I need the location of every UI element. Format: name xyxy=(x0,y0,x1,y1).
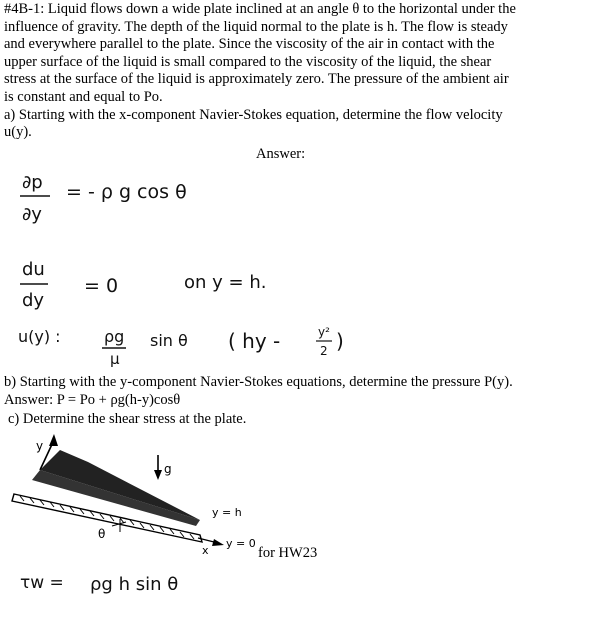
part-a-question-cont: u(y). xyxy=(4,124,32,141)
eq3-close: ) xyxy=(336,329,344,353)
gravity-label: g xyxy=(164,462,172,476)
inclined-plate-diagram xyxy=(12,434,256,557)
eq2-numerator: du xyxy=(22,259,45,280)
surface-label: y = h xyxy=(212,506,242,519)
part-b-question: b) Starting with the y-component Navier-Stokes equations, determine the pressure P(y). xyxy=(4,374,513,390)
eq1-numerator: ∂p xyxy=(22,172,43,193)
eq2-condition: on y = h. xyxy=(184,272,267,293)
problem-line: is constant and equal to Po. xyxy=(4,88,163,105)
answer-label: Answer: xyxy=(256,146,306,162)
problem-line: influence of gravity. The depth of the liquid normal to the plate is h. The flow is steady xyxy=(4,18,508,35)
eq3-frac-den: μ xyxy=(110,350,120,368)
eq3-lhs: u(y) : xyxy=(18,327,61,346)
eq1-denominator: ∂y xyxy=(22,204,42,225)
eq3-frac-num: ρg xyxy=(104,327,125,346)
homework-note: for HW23 xyxy=(258,545,318,561)
part-b-answer: Answer: P = Po + ρg(h-y)cosθ xyxy=(4,391,181,408)
problem-line: upper surface of the liquid is small compared to the viscosity of the liquid, the shear xyxy=(4,53,492,70)
eq3-inner-num: y² xyxy=(318,325,330,339)
eq3-sin: sin θ xyxy=(150,331,188,350)
eq4-lhs: τw = xyxy=(20,573,64,593)
theta-label: θ xyxy=(98,527,106,541)
eq3-inner-den: 2 xyxy=(320,344,328,358)
y-axis-label: y xyxy=(36,439,44,453)
problem-line: stress at the surface of the liquid is approximately zero. The pressure of the ambient air xyxy=(4,71,509,88)
eq2-denominator: dy xyxy=(22,290,45,311)
problem-line: #4B-1: Liquid flows down a wide plate inclined at an angle θ to the horizontal under the xyxy=(4,1,516,17)
eq4-rhs: ρg h sin θ xyxy=(90,574,179,595)
eq1-rhs: = - ρ g cos θ xyxy=(66,181,187,203)
eq2-rhs: = 0 xyxy=(84,275,119,297)
part-a-question: a) Starting with the x-component Navier-Stokes equation, determine the flow velocity xyxy=(4,106,503,123)
plate-label: y = 0 xyxy=(226,537,256,550)
x-axis-label: x xyxy=(202,544,209,557)
problem-line: and everywhere parallel to the plate. Since the viscosity of the air in contact with the xyxy=(4,36,495,53)
part-b xyxy=(4,374,604,409)
part-c-question: c) Determine the shear stress at the plate. xyxy=(8,411,247,427)
eq3-paren: ( hy - xyxy=(228,329,281,353)
